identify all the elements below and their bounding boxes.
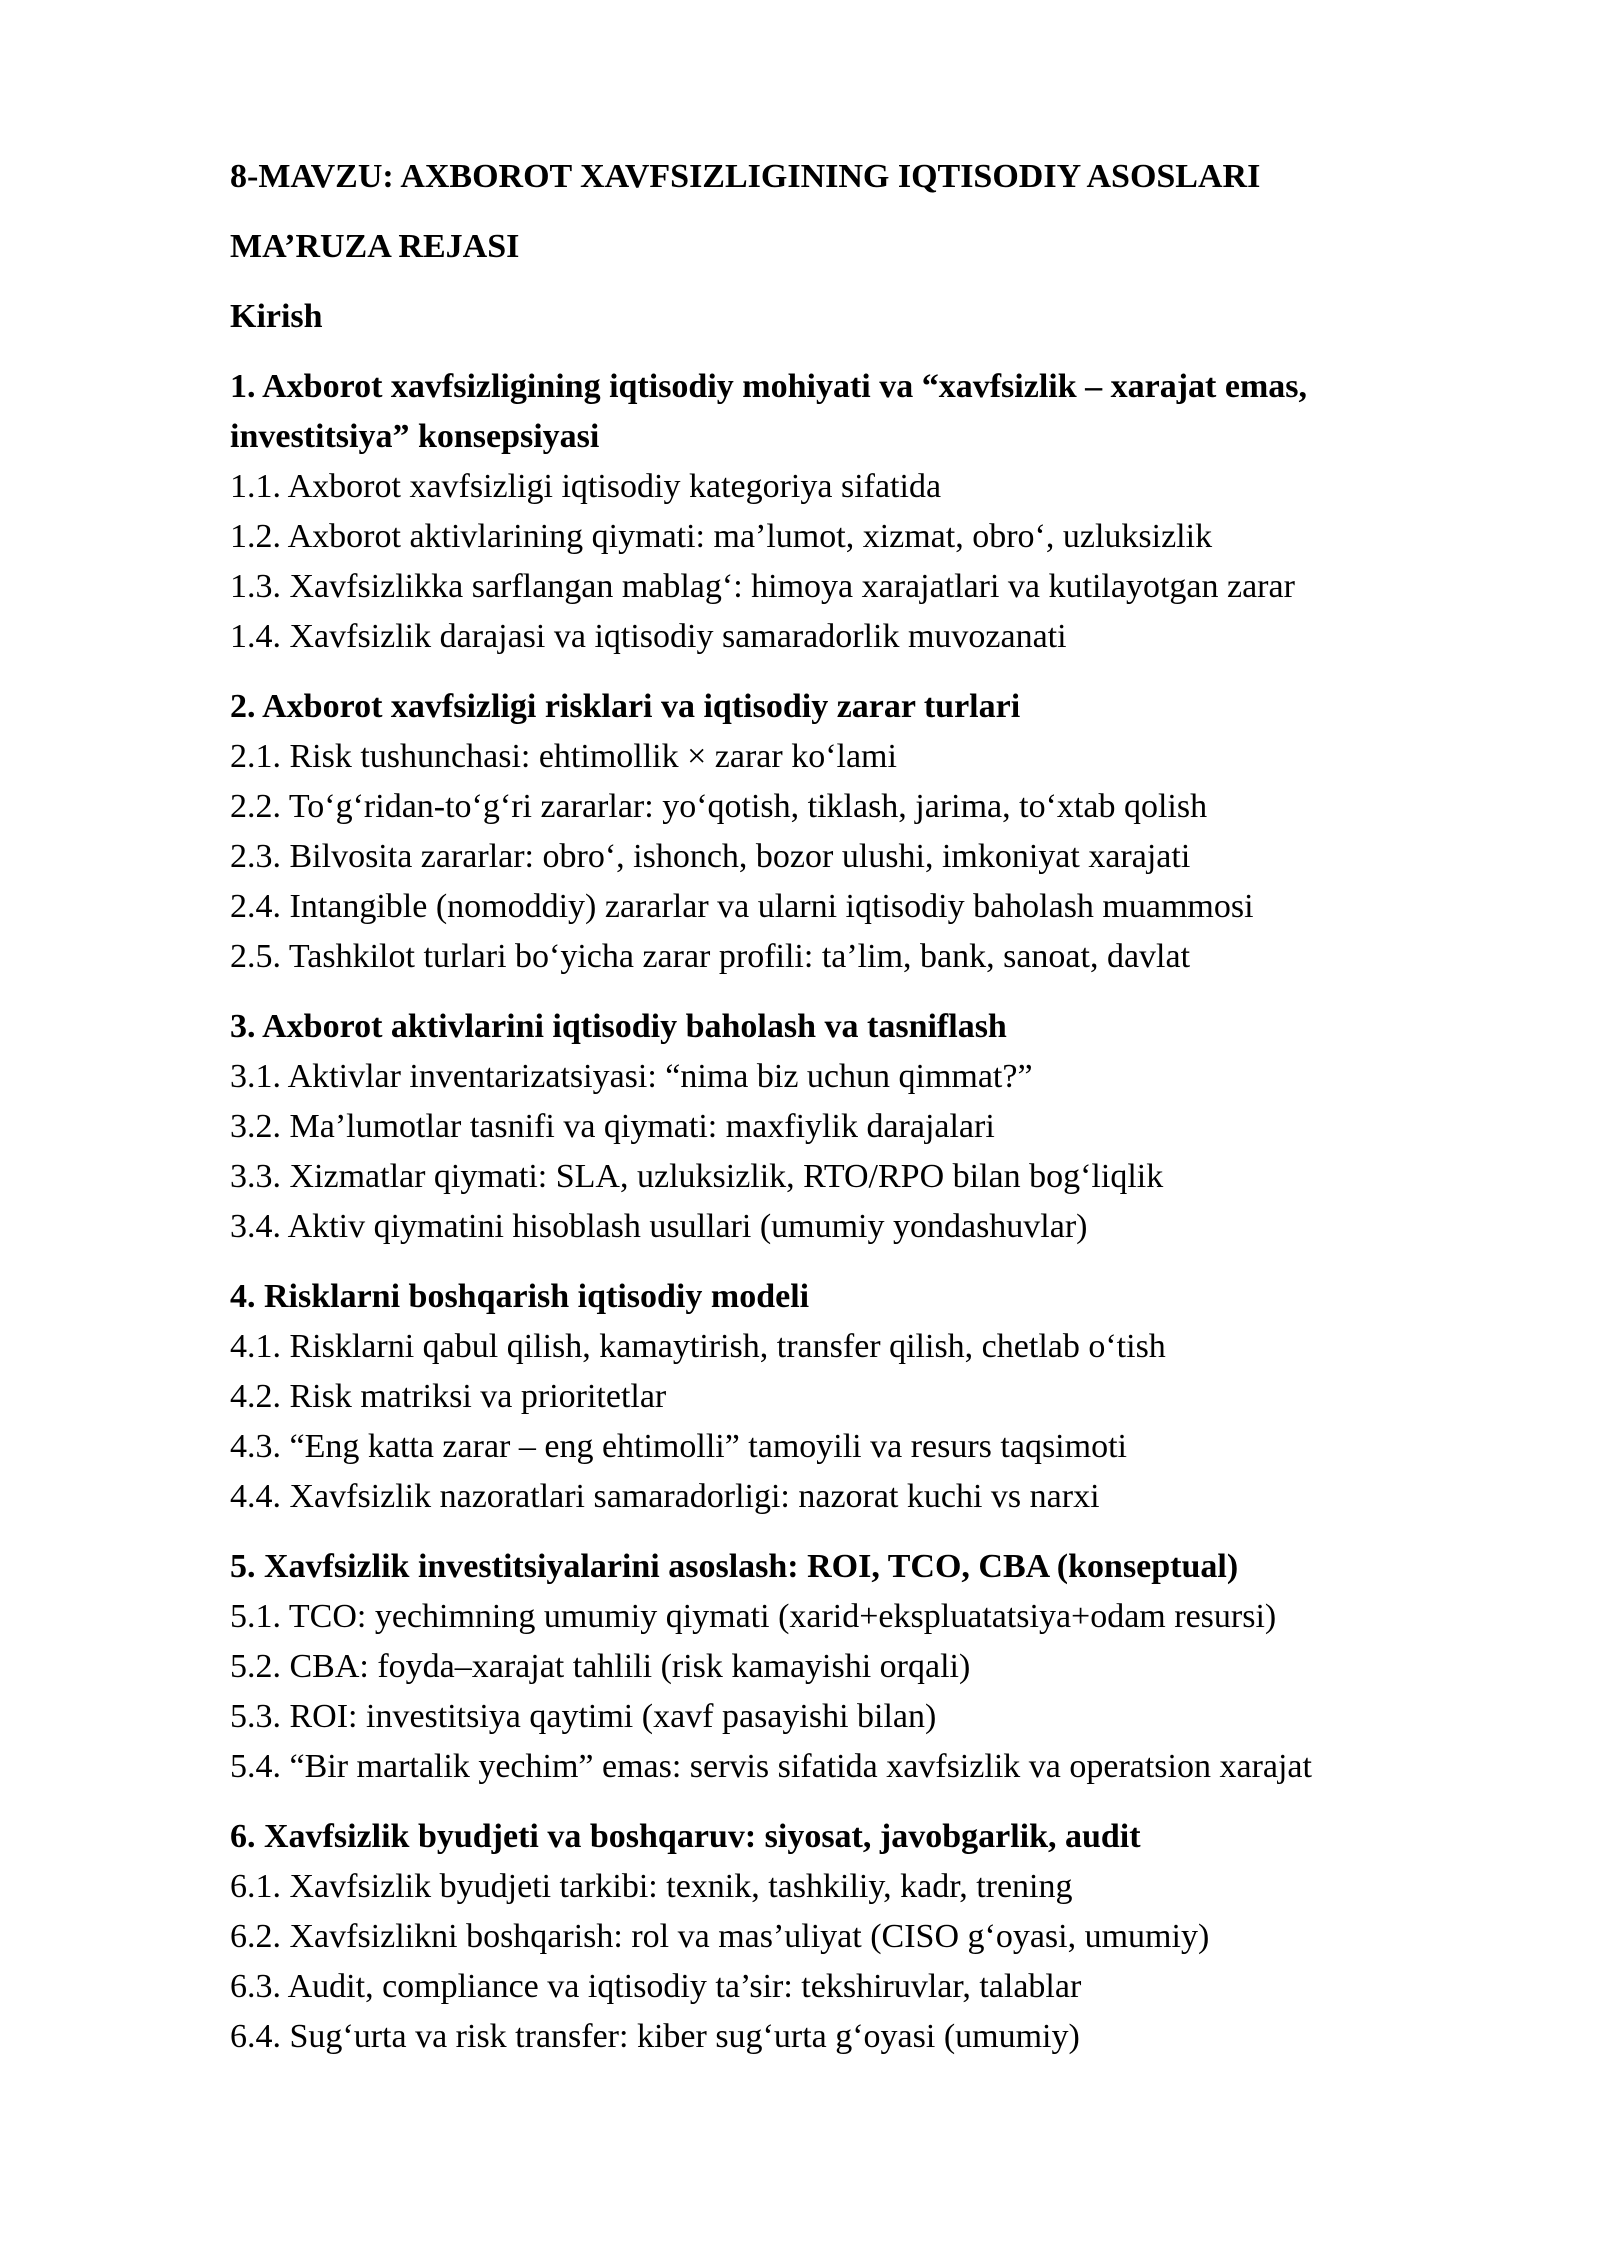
section-4 xyxy=(230,1272,1530,1522)
list-item: 6.3. Audit, compliance va iqtisodiy ta’sir: tekshiruvlar, talablar xyxy=(230,1968,1082,2005)
list-item: 4.2. Risk matriksi va prioritetlar xyxy=(230,1378,667,1415)
section-3 xyxy=(230,1002,1530,1252)
section-6 xyxy=(230,1812,1530,2062)
list-item: 1.3. Xavfsizlikka sarflangan mablag‘: himoya xarajatlari va kutilayotgan zarar xyxy=(230,568,1295,605)
list-item: 2.3. Bilvosita zararlar: obro‘, ishonch, bozor ulushi, imkoniyat xarajati xyxy=(230,838,1191,875)
list-item: 6.2. Xavfsizlikni boshqarish: rol va mas’uliyat (CISO g‘oyasi, umumiy) xyxy=(230,1918,1210,1955)
section-1 xyxy=(230,362,1530,662)
list-item: 3.3. Xizmatlar qiymati: SLA, uzluksizlik, RTO/RPO bilan bog‘liqlik xyxy=(230,1158,1164,1195)
section-heading: 5. Xavfsizlik investitsiyalarini asoslash: ROI, TCO, CBA (konseptual) xyxy=(230,1548,1239,1585)
list-item: 3.2. Ma’lumotlar tasnifi va qiymati: maxfiylik darajalari xyxy=(230,1108,995,1145)
list-item: 6.4. Sug‘urta va risk transfer: kiber sug‘urta g‘oyasi (umumiy) xyxy=(230,2018,1080,2055)
intro-heading: Kirish xyxy=(230,298,323,335)
list-item: 2.4. Intangible (nomoddiy) zararlar va ularni iqtisodiy baholash muammosi xyxy=(230,888,1254,925)
topic-title: 8-MAVZU: AXBOROT XAVFSIZLIGINING IQTISODIY ASOSLARI xyxy=(230,158,1261,195)
list-item: 5.2. CBA: foyda–xarajat tahlili (risk kamayishi orqali) xyxy=(230,1648,971,1685)
list-item: 1.4. Xavfsizlik darajasi va iqtisodiy samaradorlik muvozanati xyxy=(230,618,1067,655)
list-item: 1.1. Axborot xavfsizligi iqtisodiy kategoriya sifatida xyxy=(230,468,942,505)
list-item: 5.4. “Bir martalik yechim” emas: servis sifatida xavfsizlik va operatsion xarajat xyxy=(230,1748,1312,1785)
section-heading: 4. Risklarni boshqarish iqtisodiy modeli xyxy=(230,1278,810,1315)
list-item: 4.3. “Eng katta zarar – eng ehtimolli” tamoyili va resurs taqsimoti xyxy=(230,1428,1127,1465)
list-item: 3.1. Aktivlar inventarizatsiyasi: “nima biz uchun qimmat?” xyxy=(230,1058,1033,1095)
list-item: 4.4. Xavfsizlik nazoratlari samaradorligi: nazorat kuchi vs narxi xyxy=(230,1478,1100,1515)
section-heading: 6. Xavfsizlik byudjeti va boshqaruv: siyosat, javobgarlik, audit xyxy=(230,1818,1141,1855)
list-item: 2.2. To‘g‘ridan-to‘g‘ri zararlar: yo‘qotish, tiklash, jarima, to‘xtab qolish xyxy=(230,788,1208,825)
list-item: 5.1. TCO: yechimning umumiy qiymati (xarid+ekspluatatsiya+odam resursi) xyxy=(230,1598,1277,1635)
plan-title: MA’RUZA REJASI xyxy=(230,228,520,265)
list-item: 2.5. Tashkilot turlari bo‘yicha zarar profili: ta’lim, bank, sanoat, davlat xyxy=(230,938,1191,975)
list-item: 2.1. Risk tushunchasi: ehtimollik × zarar ko‘lami xyxy=(230,738,897,775)
section-5 xyxy=(230,1542,1530,1792)
list-item: 1.2. Axborot aktivlarining qiymati: ma’lumot, xizmat, obro‘, uzluksizlik xyxy=(230,518,1213,555)
document-page xyxy=(230,152,1530,2082)
section-2 xyxy=(230,682,1530,982)
section-heading: 2. Axborot xavfsizligi risklari va iqtisodiy zarar turlari xyxy=(230,688,1021,725)
section-heading: 3. Axborot aktivlarini iqtisodiy baholash va tasniflash xyxy=(230,1008,1007,1045)
list-item: 6.1. Xavfsizlik byudjeti tarkibi: texnik, tashkiliy, kadr, trening xyxy=(230,1868,1073,1905)
list-item: 5.3. ROI: investitsiya qaytimi (xavf pasayishi bilan) xyxy=(230,1698,937,1735)
section-heading: 1. Axborot xavfsizligining iqtisodiy mohiyati va “xavfsizlik – xarajat emas, investitsiya” konsepsiyasi xyxy=(230,368,1308,455)
list-item: 4.1. Risklarni qabul qilish, kamaytirish, transfer qilish, chetlab o‘tish xyxy=(230,1328,1166,1365)
list-item: 3.4. Aktiv qiymatini hisoblash usullari (umumiy yondashuvlar) xyxy=(230,1208,1088,1245)
